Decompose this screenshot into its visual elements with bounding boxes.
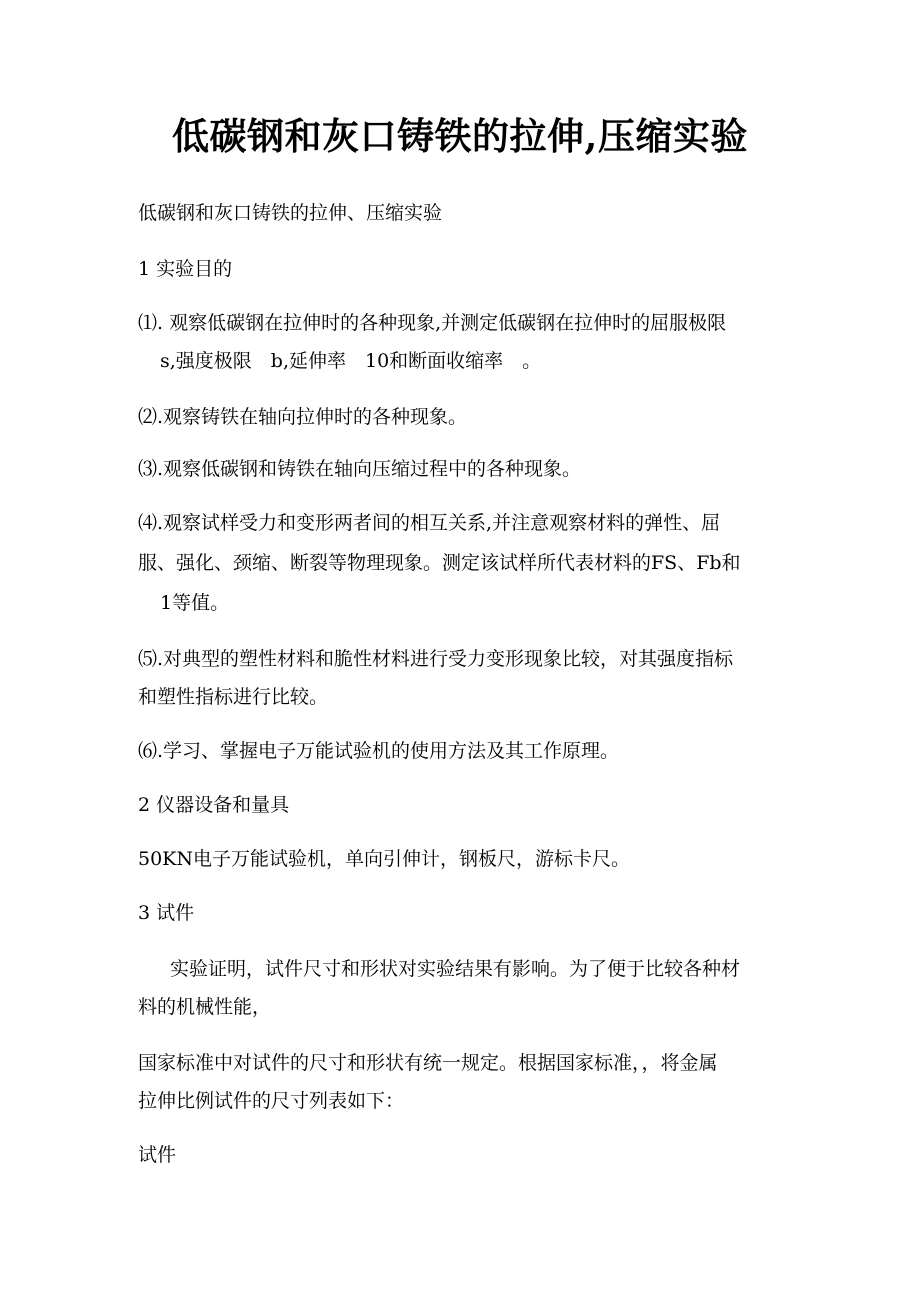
section3-heading: 3 试件: [138, 902, 195, 924]
document-title: 低碳钢和灰口铸铁的拉伸,压缩实验: [172, 114, 748, 158]
specimen-para-2-line-1: 国家标准中对试件的尺寸和形状有统一规定。根据国家标准，，将金属: [138, 1052, 718, 1074]
document-subtitle: 低碳钢和灰口铸铁的拉伸、压缩实验: [138, 202, 443, 224]
objective-item-2: ⑵.观察铸铁在轴向拉伸时的各种现象。: [138, 406, 468, 428]
objective-item-5-line-2: 和塑性指标进行比较。: [138, 686, 329, 708]
objective-item-4-line-1: ⑷.观察试样受力和变形两者间的相互关系,并注意观察材料的弹性、屈: [138, 512, 721, 534]
equipment-list: 50KN电子万能试验机，单向引伸计，钢板尺，游标卡尺。: [138, 848, 630, 870]
specimen-para-1-line-1: 实验证明，试件尺寸和形状对实验结果有影响。为了便于比较各种材: [170, 958, 741, 980]
objective-item-1-line-1: ⑴. 观察低碳钢在拉伸时的各种现象,并测定低碳钢在拉伸时的屈服极限: [138, 312, 727, 334]
objective-item-3: ⑶.观察低碳钢和铸铁在轴向压缩过程中的各种现象。: [138, 458, 582, 480]
specimen-para-1-line-2: 料的机械性能，: [138, 996, 272, 1018]
section1-heading: 1 实验目的: [138, 258, 233, 280]
objective-item-1-line-2: s,强度极限 b,延伸率 10和断面收缩率 。: [160, 350, 542, 372]
objective-item-4-line-2: 服、强化、颈缩、断裂等物理现象。测定该试样所代表材料的FS、Fb和: [138, 552, 741, 574]
specimen-label: 试件: [138, 1144, 177, 1166]
objective-item-6: ⑹.学习、掌握电子万能试验机的使用方法及其工作原理。: [138, 740, 620, 762]
specimen-para-2-line-2: 拉伸比例试件的尺寸列表如下：: [138, 1090, 405, 1112]
section2-heading: 2 仪器设备和量具: [138, 794, 290, 816]
objective-item-5-line-1: ⑸.对典型的塑性材料和脆性材料进行受力变形现象比较，对其强度指标: [138, 648, 734, 670]
objective-item-4-line-3: 1等值。: [160, 592, 230, 614]
